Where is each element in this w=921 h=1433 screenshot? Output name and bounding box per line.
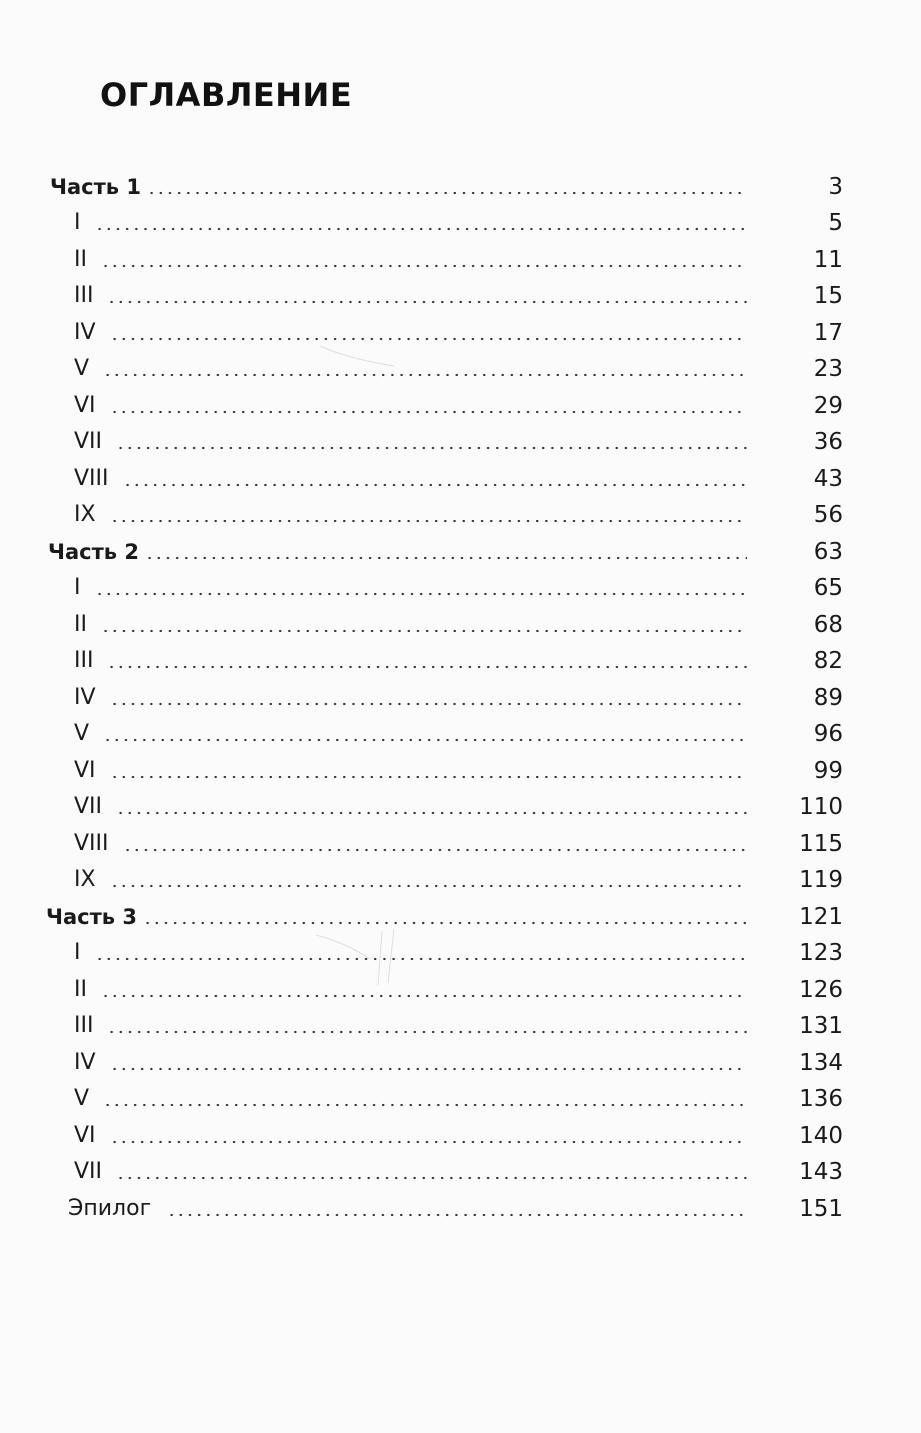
dot-leader [103, 373, 747, 377]
toc-entry-label: III [74, 1013, 94, 1038]
toc-page-number: 68 [813, 611, 843, 638]
pencil-mark-icon [318, 340, 398, 370]
dot-leader [145, 556, 747, 560]
toc-entry-label: IX [74, 867, 96, 892]
toc-part-row[interactable] [0, 893, 921, 930]
toc-chapter-row[interactable] [0, 236, 921, 273]
toc-page-number: 134 [799, 1049, 843, 1076]
toc-entry-label: VII [74, 429, 103, 454]
toc-page-number: 43 [813, 465, 843, 492]
dot-leader [101, 264, 747, 268]
toc-chapter-row[interactable] [0, 638, 921, 675]
dot-leader [101, 629, 747, 633]
dot-leader [110, 1140, 747, 1144]
dot-leader [116, 811, 747, 815]
toc-chapter-row[interactable] [0, 455, 921, 492]
toc-page-number: 96 [813, 721, 843, 747]
toc-page-number: 15 [813, 283, 843, 309]
dot-leader [107, 665, 747, 669]
toc-entry-label: I [74, 940, 81, 965]
toc-chapter-row[interactable] [0, 966, 921, 1003]
toc-entry-label: Часть 1 [50, 174, 141, 199]
toc-page-number: 56 [813, 502, 843, 528]
toc-entry-label: V [74, 721, 90, 746]
dot-leader [147, 191, 747, 195]
toc-page-number: 110 [799, 794, 843, 820]
toc-part-row[interactable] [0, 163, 921, 200]
toc-page-number: 140 [799, 1122, 843, 1149]
toc-page-number: 5 [828, 210, 843, 236]
toc-entry-label: VIII [74, 465, 109, 491]
table-of-contents [0, 163, 921, 1222]
dot-leader [107, 1030, 747, 1034]
pencil-mark-icon [312, 925, 412, 995]
toc-entry-label: III [74, 283, 94, 308]
toc-page-number: 136 [799, 1086, 843, 1112]
toc-page-number: 121 [799, 903, 843, 930]
toc-chapter-row[interactable] [0, 820, 921, 857]
toc-chapter-row[interactable] [0, 492, 921, 529]
dot-leader [116, 1176, 747, 1180]
toc-entry-label: I [74, 210, 81, 235]
toc-entry-label: Часть 2 [48, 539, 139, 564]
toc-entry-label: Эпилог [68, 1195, 152, 1221]
toc-page-number: 63 [813, 538, 843, 565]
dot-leader [110, 410, 747, 414]
dot-leader [101, 994, 747, 998]
toc-chapter-row[interactable] [0, 382, 921, 419]
toc-page-number: 151 [799, 1195, 843, 1222]
toc-chapter-row[interactable] [0, 857, 921, 894]
toc-chapter-row[interactable] [0, 273, 921, 310]
toc-chapter-row[interactable] [0, 601, 921, 638]
toc-page-number: 115 [799, 830, 843, 857]
page-title: ОГЛАВЛЕНИЕ [100, 76, 353, 114]
dot-leader [110, 702, 747, 706]
toc-chapter-row[interactable] [0, 930, 921, 967]
toc-page-number: 23 [813, 356, 843, 382]
toc-page-number: 17 [813, 319, 843, 346]
dot-leader [103, 1103, 747, 1107]
dot-leader [110, 519, 747, 523]
toc-part-row[interactable] [0, 528, 921, 565]
toc-chapter-row[interactable] [0, 1039, 921, 1076]
dot-leader [103, 738, 747, 742]
dot-leader [123, 848, 747, 852]
toc-entry-label: VII [74, 794, 103, 819]
toc-entry-label: II [74, 246, 87, 272]
toc-page-number: 131 [799, 1013, 843, 1039]
toc-page-number: 82 [813, 648, 843, 674]
toc-page-number: 123 [799, 940, 843, 966]
toc-entry-label: IV [74, 1049, 96, 1075]
toc-chapter-row[interactable] [0, 1112, 921, 1149]
toc-page-number: 36 [813, 429, 843, 455]
dot-leader [110, 1067, 747, 1071]
dot-leader [123, 483, 747, 487]
toc-entry-label: III [74, 648, 94, 673]
toc-chapter-row[interactable] [0, 309, 921, 346]
dot-leader [167, 1213, 747, 1217]
toc-entry-label: VI [74, 1122, 96, 1148]
toc-entry-label: Часть 3 [46, 904, 137, 929]
toc-chapter-row[interactable] [0, 674, 921, 711]
toc-page-number: 99 [813, 757, 843, 784]
toc-entry-label: V [74, 1086, 90, 1111]
dot-leader [116, 446, 747, 450]
toc-chapter-row[interactable] [0, 1149, 921, 1186]
toc-entry-label: VIII [74, 830, 109, 856]
dot-leader [110, 775, 747, 779]
toc-chapter-row[interactable] [0, 711, 921, 748]
dot-leader [107, 300, 747, 304]
toc-entry-label: II [74, 976, 87, 1002]
toc-entry-label: I [74, 575, 81, 600]
toc-page-number: 126 [799, 976, 843, 1003]
toc-entry-label: VII [74, 1159, 103, 1184]
toc-page-number: 3 [828, 173, 843, 200]
toc-chapter-row[interactable] [0, 346, 921, 383]
toc-page-number: 89 [813, 684, 843, 711]
toc-entry-label: IX [74, 502, 96, 527]
toc-entry-label: VI [74, 392, 96, 418]
toc-chapter-row[interactable] [0, 1185, 921, 1222]
toc-chapter-row[interactable] [0, 419, 921, 456]
toc-entry-label: IV [74, 684, 96, 710]
dot-leader [95, 227, 748, 231]
dot-leader [95, 957, 748, 961]
toc-chapter-row[interactable] [0, 1076, 921, 1113]
toc-page-number: 119 [799, 867, 843, 893]
toc-page-number: 29 [813, 392, 843, 419]
toc-chapter-row[interactable] [0, 1003, 921, 1040]
toc-chapter-row[interactable] [0, 784, 921, 821]
dot-leader [110, 337, 747, 341]
toc-entry-label: II [74, 611, 87, 637]
toc-entry-label: IV [74, 319, 96, 345]
toc-page-number: 143 [799, 1159, 843, 1185]
toc-entry-label: VI [74, 757, 96, 783]
toc-chapter-row[interactable] [0, 565, 921, 602]
toc-chapter-row[interactable] [0, 747, 921, 784]
toc-chapter-row[interactable] [0, 200, 921, 237]
dot-leader [95, 592, 748, 596]
dot-leader [143, 921, 747, 925]
toc-entry-label: V [74, 356, 90, 381]
toc-page-number: 11 [813, 246, 843, 273]
dot-leader [110, 884, 747, 888]
toc-page-number: 65 [813, 575, 843, 601]
